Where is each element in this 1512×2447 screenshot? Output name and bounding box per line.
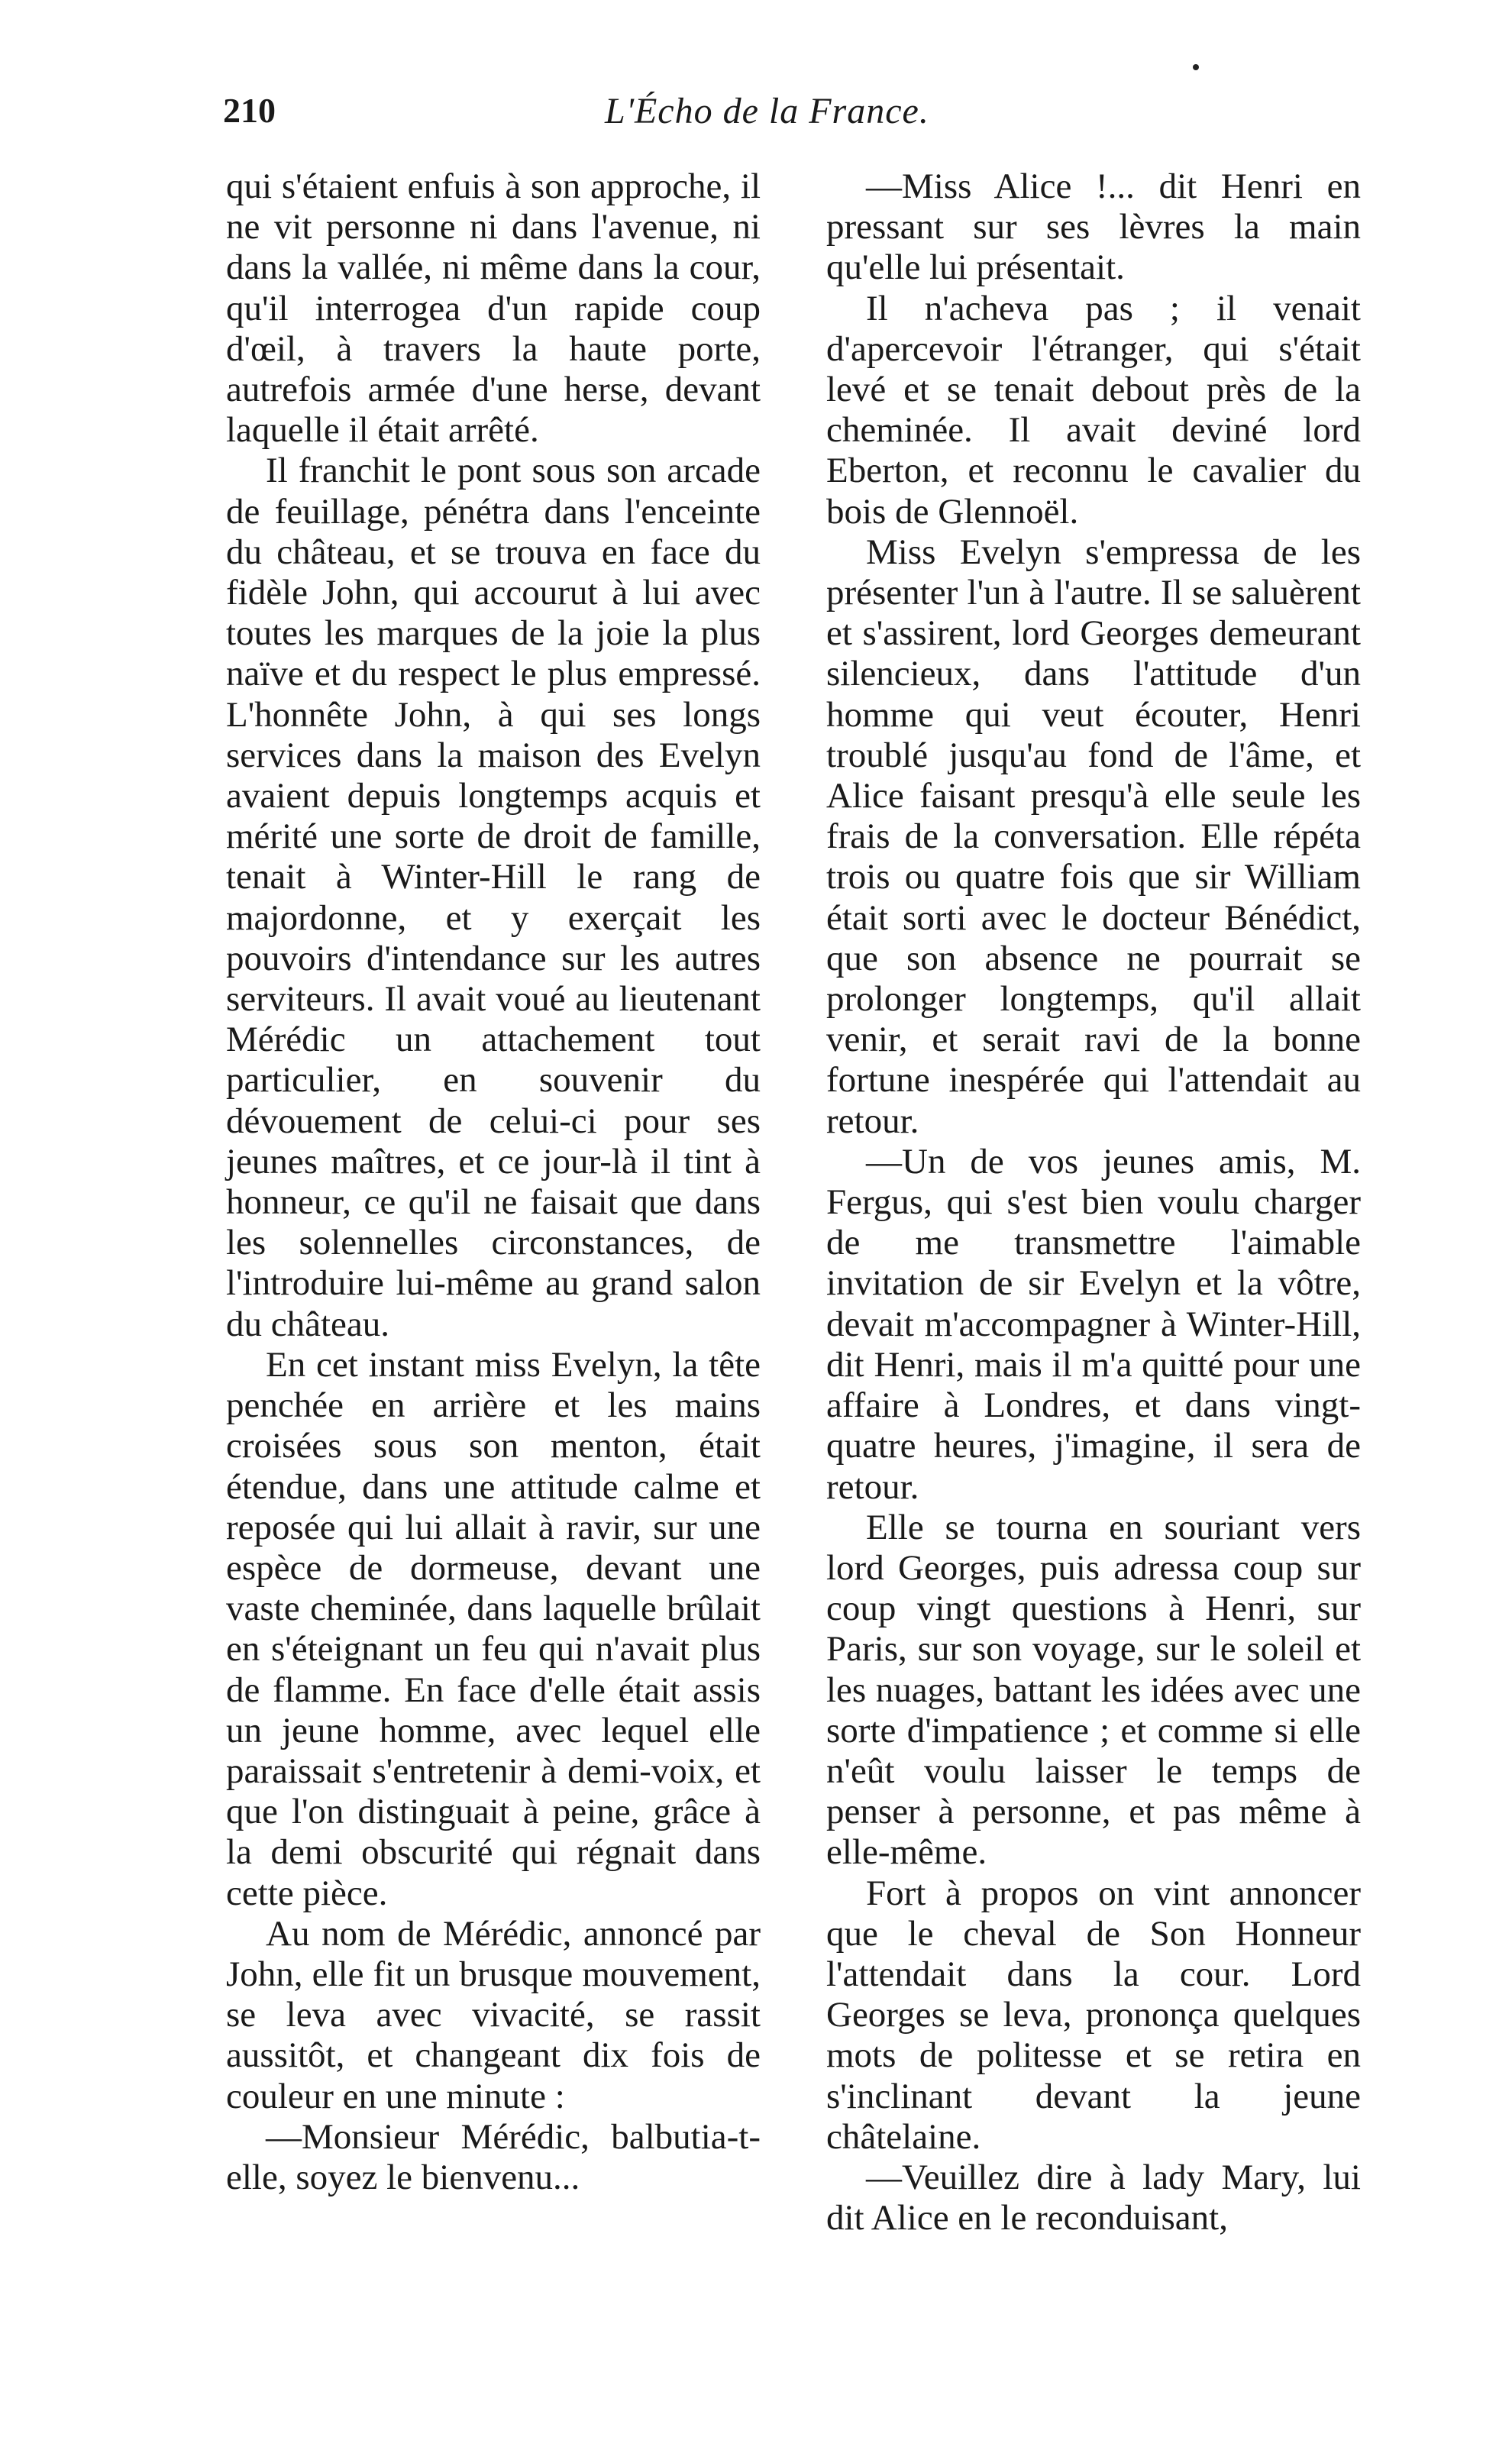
paragraph: qui s'étaient enfuis à son approche, il ne vit personne ni dans l'avenue, ni dans la vallée, ni même dans la cour, qu'il interrogea d'un rapide coup d'œil, à travers la haute porte, autrefois armée d'une herse, devant laquelle il était arrêté. [226, 166, 761, 451]
paragraph: Miss Evelyn s'empressa de les présenter l'un à l'autre. Il se saluèrent et s'assirent, lord Georges demeurant silencieux, dans l'attitude d'un homme qui veut écouter, Henri troublé jusqu'au fond de l'âme, et Alice faisant presqu'à elle seule les frais de la conversation. Elle répéta trois ou quatre fois que sir William était sorti avec le docteur Bénédict, que son absence ne pourrait se prolonger longtemps, qu'il allait venir, et serait ravi de la bonne fortune inespérée qui l'attendait au retour. [826, 532, 1361, 1141]
left-column [226, 166, 761, 2198]
paragraph: Elle se tourna en souriant vers lord Georges, puis adressa coup sur coup vingt questions à Henri, sur Paris, sur son voyage, sur le soleil et les nuages, battant les idées avec une sorte d'impatience ; et comme si elle n'eût voulu laisser le temps de penser à personne, et pas même à elle-même. [826, 1507, 1361, 1873]
paragraph: —Monsieur Mérédic, balbutia-t-elle, soyez le bienvenu... [226, 2116, 761, 2197]
paragraph: Fort à propos on vint annoncer que le cheval de Son Honneur l'attendait dans la cour. Lord Georges se leva, prononça quelques mots de politesse et se retira en s'inclinant devant la jeune châtelaine. [826, 1873, 1361, 2157]
paragraph: Il n'acheva pas ; il venait d'apercevoir l'étranger, qui s'était levé et se tenait debout près de la cheminée. Il avait deviné lord Eberton, et reconnu le cavalier du bois de Glennoël. [826, 288, 1361, 532]
paragraph: —Veuillez dire à lady Mary, lui dit Alice en le reconduisant, [826, 2157, 1361, 2239]
right-column [826, 166, 1361, 2239]
paragraph: En cet instant miss Evelyn, la tête penchée en arrière et les mains croisées sous son menton, était étendue, dans une attitude calme et reposée qui lui allait à ravir, sur une espèce de dormeuse, devant une vaste cheminée, dans laquelle brûlait en s'éteignant un feu qui n'avait plus de flamme. En face d'elle était assis un jeune homme, avec lequel elle paraissait s'entretenir à demi-voix, et que l'on distinguait à peine, grâce à la demi obscurité qui régnait dans cette pièce. [226, 1344, 761, 1913]
paragraph: Il franchit le pont sous son arcade de feuillage, pénétra dans l'enceinte du château, et se trouva en face du fidèle John, qui accourut à lui avec toutes les marques de la joie la plus naïve et du respect le plus empressé. L'honnête John, à qui ses longs services dans la maison des Evelyn avaient depuis longtemps acquis et mérité une sorte de droit de famille, tenait à Winter-Hill le rang de majordonne, et y exerçait les pouvoirs d'intendance sur les autres serviteurs. Il avait voué au lieutenant Mérédic un attachement tout particulier, en souvenir du dévouement de celui-ci pour ses jeunes maîtres, et ce jour-là il tint à honneur, ce qu'il ne faisait que dans les solennelles circonstances, de l'introduire lui-même au grand salon du château. [226, 451, 761, 1344]
running-title: L'Écho de la France. [605, 91, 929, 131]
paragraph: Au nom de Mérédic, annoncé par John, elle fit un brusque mouvement, se leva avec vivacité, se rassit aussitôt, et changeant dix fois de couleur en une minute : [226, 1913, 761, 2116]
page-header [223, 90, 1384, 144]
ink-dot-mark [1193, 64, 1199, 70]
paragraph: —Miss Alice !... dit Henri en pressant sur ses lèvres la main qu'elle lui présentait. [826, 166, 1361, 288]
page-number: 210 [223, 91, 276, 130]
paragraph: —Un de vos jeunes amis, M. Fergus, qui s'est bien voulu charger de me transmettre l'aimable invitation de sir Evelyn et la vôtre, devait m'accompagner à Winter-Hill, dit Henri, mais il m'a quitté pour une affaire à Londres, et dans vingt-quatre heures, j'imagine, il sera de retour. [826, 1141, 1361, 1507]
